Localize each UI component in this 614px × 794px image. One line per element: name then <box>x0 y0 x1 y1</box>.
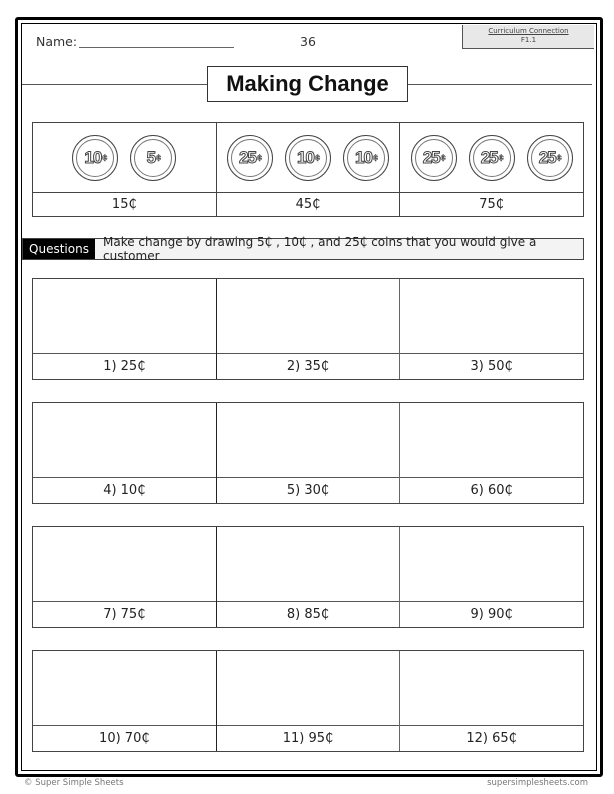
question-label: 2) 35₵ <box>286 359 330 374</box>
quarter-coin-icon: 25 ¢ <box>527 135 573 181</box>
question-cell <box>33 403 217 503</box>
footer-website: supersimplesheets.com <box>487 778 588 788</box>
nickel-coin-icon: 5 ¢ <box>130 135 176 181</box>
example-total: 15₵ <box>111 197 137 212</box>
question-label: 7) 75₵ <box>103 607 146 622</box>
question-label: 5) 30₵ <box>286 483 330 498</box>
quarter-coin-icon: 25 ¢ <box>411 135 457 181</box>
name-label: Name: <box>36 34 78 49</box>
curriculum-code: F1.1 <box>520 36 537 44</box>
question-cell <box>33 651 217 751</box>
curriculum-connection-box <box>462 25 594 49</box>
question-cell <box>217 651 401 751</box>
question-label: 11) 95₵ <box>282 731 334 746</box>
question-cell <box>400 527 583 627</box>
question-row-1 <box>32 278 584 380</box>
coin-group <box>33 123 216 193</box>
dime-coin-icon: 10 ¢ <box>285 135 331 181</box>
page-number: 36 <box>300 34 316 49</box>
page-title: Making Change <box>207 66 408 102</box>
questions-label: Questions <box>23 239 95 259</box>
questions-instruction: Make change by drawing 5₵ , 10₵ , and 25₵ coins that you would give a customer <box>95 239 583 259</box>
question-row-4 <box>32 650 584 752</box>
dime-coin-icon: 10 ¢ <box>72 135 118 181</box>
answer-drawing-area[interactable] <box>33 403 216 478</box>
quarter-coin-icon: 25 ¢ <box>469 135 515 181</box>
answer-drawing-area[interactable] <box>400 527 583 602</box>
question-label: 4) 10₵ <box>103 483 146 498</box>
footer-copyright: © Super Simple Sheets <box>24 778 124 788</box>
dime-coin-icon: 10 ¢ <box>343 135 389 181</box>
question-cell <box>33 279 217 379</box>
question-cell <box>33 527 217 627</box>
answer-drawing-area[interactable] <box>33 279 216 354</box>
answer-drawing-area[interactable] <box>400 651 583 726</box>
question-cell <box>217 403 401 503</box>
coin-group <box>400 123 583 193</box>
coin-group <box>217 123 400 193</box>
question-cell <box>217 527 401 627</box>
question-label: 9) 90₵ <box>470 607 513 622</box>
example-total: 75₵ <box>479 197 505 212</box>
example-table <box>32 122 584 217</box>
example-column <box>33 123 217 216</box>
answer-drawing-area[interactable] <box>217 651 400 726</box>
answer-drawing-area[interactable] <box>33 527 216 602</box>
answer-drawing-area[interactable] <box>400 279 583 354</box>
question-row-3 <box>32 526 584 628</box>
example-total: 45₵ <box>295 197 321 212</box>
answer-drawing-area[interactable] <box>217 403 400 478</box>
questions-instruction-bar <box>22 235 584 263</box>
question-label: 3) 50₵ <box>470 359 513 374</box>
question-cell <box>400 279 583 379</box>
question-label: 6) 60₵ <box>470 483 513 498</box>
curriculum-title: Curriculum Connection <box>488 27 569 35</box>
question-label: 8) 85₵ <box>286 607 330 622</box>
answer-drawing-area[interactable] <box>217 279 400 354</box>
question-cell <box>400 403 583 503</box>
example-column <box>217 123 401 216</box>
name-input-line[interactable] <box>79 47 234 48</box>
question-cell <box>217 279 401 379</box>
question-label: 12) 65₵ <box>466 731 517 746</box>
answer-drawing-area[interactable] <box>400 403 583 478</box>
quarter-coin-icon: 25 ¢ <box>227 135 273 181</box>
question-label: 1) 25₵ <box>103 359 146 374</box>
answer-drawing-area[interactable] <box>33 651 216 726</box>
question-label: 10) 70₵ <box>99 731 150 746</box>
question-row-2 <box>32 402 584 504</box>
answer-drawing-area[interactable] <box>217 527 400 602</box>
question-cell <box>400 651 583 751</box>
example-column <box>400 123 583 216</box>
